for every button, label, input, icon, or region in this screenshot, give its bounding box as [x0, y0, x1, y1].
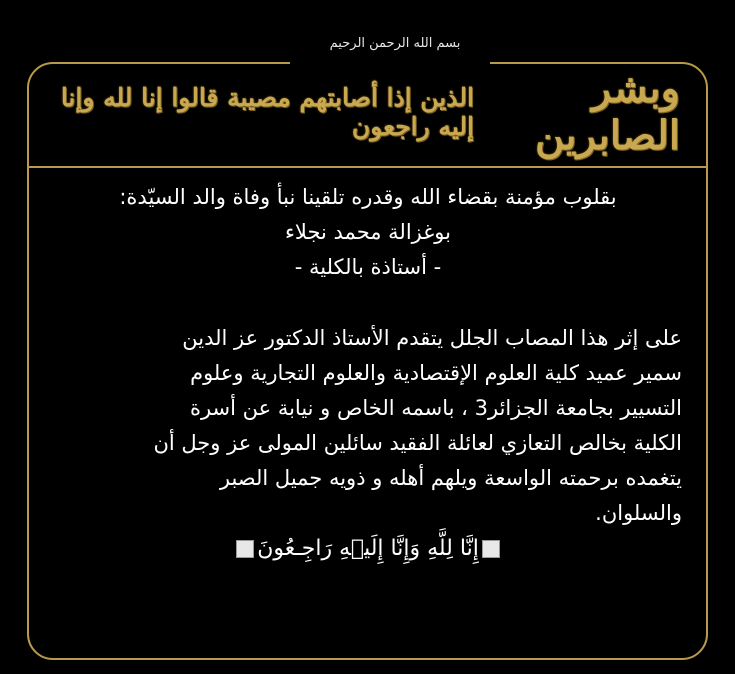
closing-text: إِنَّا لِلَّهِ وَإِنَّا إِلَيۡهِ رَاجِـعُونَ: [257, 536, 479, 561]
condolence-line: سمير عميد كلية العلوم الإقتصادية والعلوم التجارية وعلوم: [190, 361, 682, 385]
condolence-line: التسيير بجامعة الجزائر3 ، باسمه الخاص و نيابة عن أسرة: [189, 396, 682, 420]
condolence-line: على إثر هذا المصاب الجلل يتقدم الأستاذ الدكتور عز الدين: [182, 326, 682, 350]
deceased-relative-name: بوغزالة محمد نجلاء: [285, 220, 451, 244]
calligraphy-verse: [60, 62, 680, 162]
condolence-line: والسلوان.: [595, 501, 682, 525]
verse-part-2: الذين إذا أصابتهم مصيبة قالوا إنا لله وإنا إليه راجعون: [60, 83, 474, 141]
box-glyph: [482, 540, 500, 558]
announcement-body: [48, 180, 688, 566]
verse-part-1: وبشر الصابرين: [535, 65, 680, 159]
condolence-paragraph: [48, 321, 688, 531]
closing-verse: [48, 531, 688, 566]
basmala-text: بسم الله الرحمن الرحيم: [329, 36, 461, 51]
box-glyph: [236, 540, 254, 558]
relative-role: - أستاذة بالكلية -: [294, 255, 442, 279]
condolence-line: يتغمده برحمته الواسعة ويلهم أهله و ذويه جميل الصبر: [219, 466, 682, 490]
condolence-line: الكلية بخالص التعازي لعائلة الفقيد سائلين المولى عز وجل أن: [153, 431, 682, 455]
announcement-line: بقلوب مؤمنة بقضاء الله وقدره تلقينا نبأ وفاة والد السيّدة:: [119, 185, 617, 209]
header-divider: [27, 166, 708, 168]
